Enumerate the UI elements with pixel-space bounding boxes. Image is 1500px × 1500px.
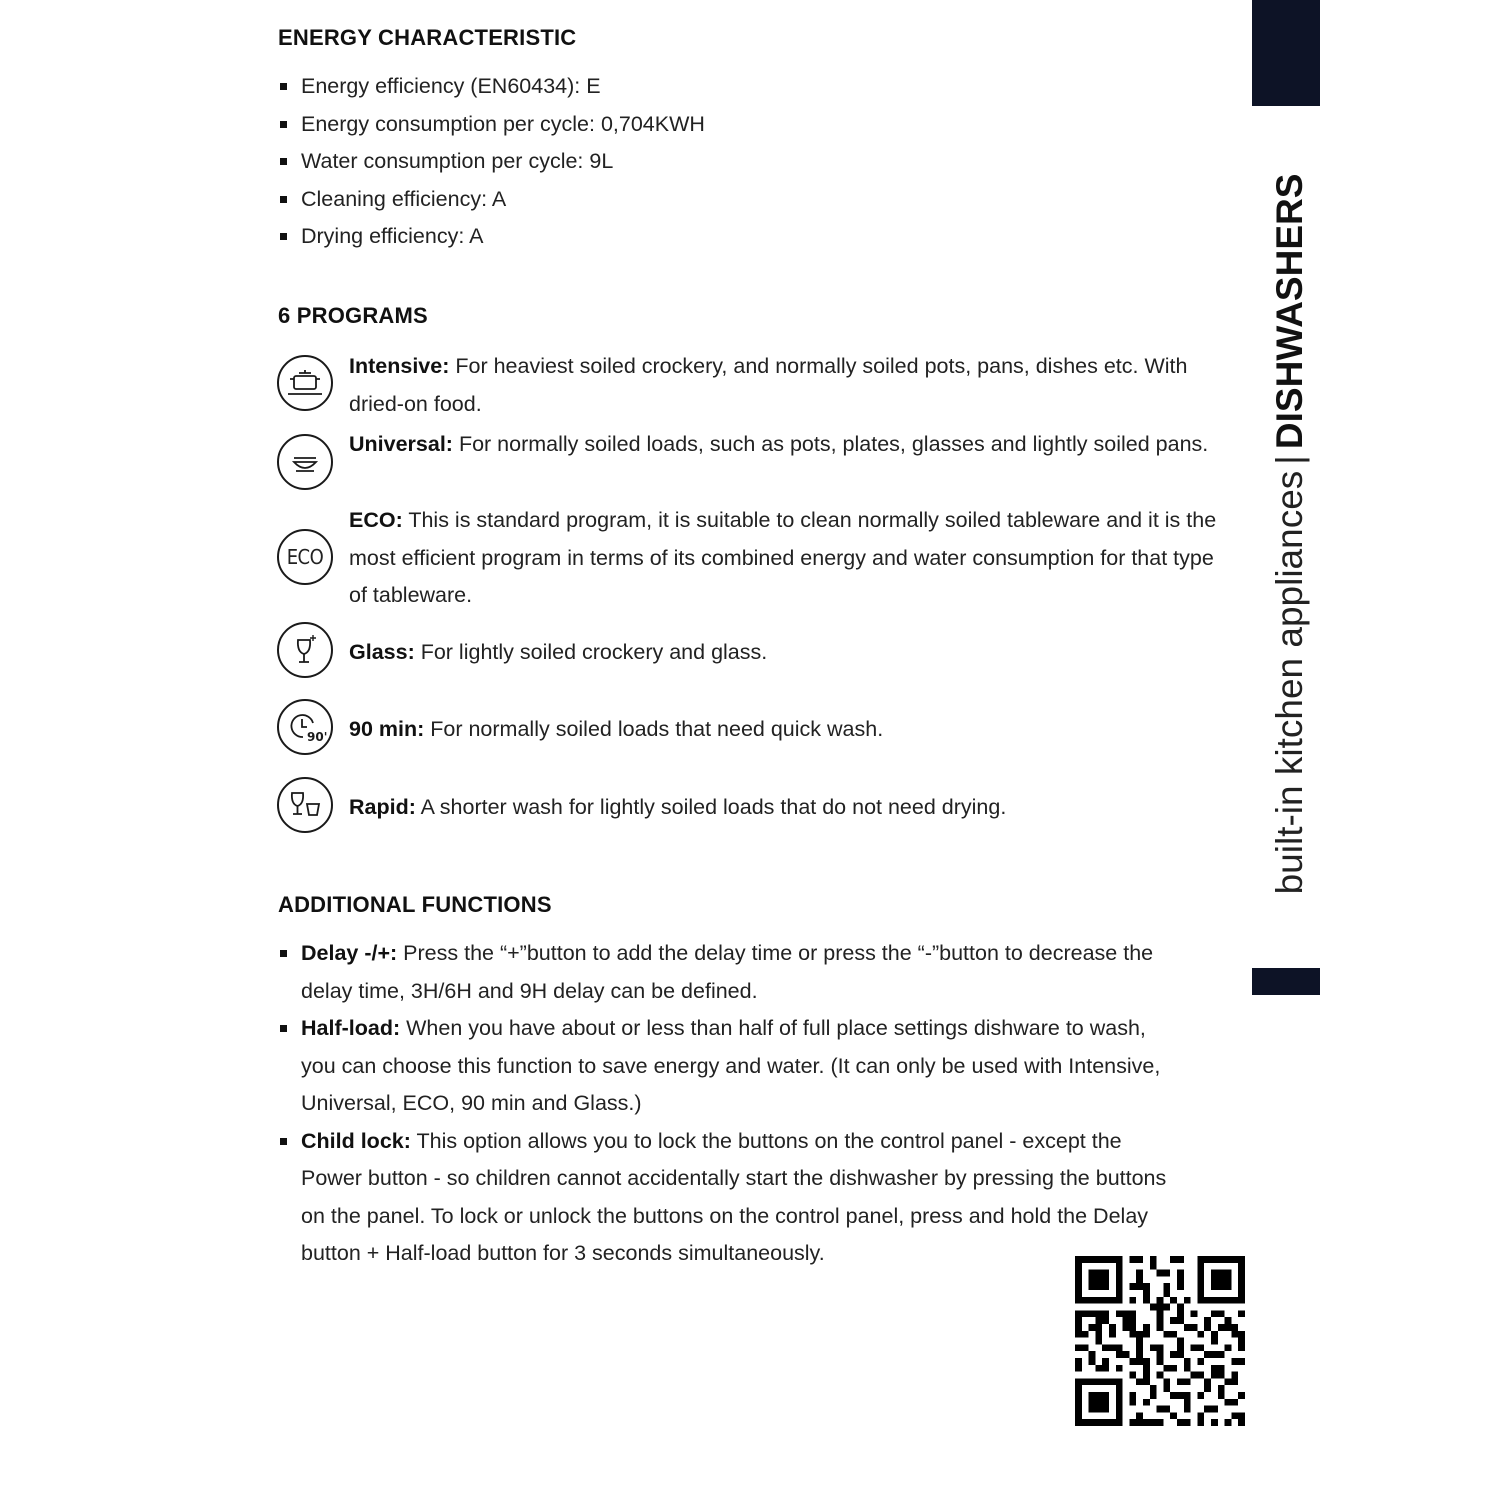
function-name: Delay -/+: [301,941,398,965]
function-description: Press the “+”button to add the delay time or press the “-”button to decrease the delay time, 3H/6H and 9H delay can be defined. [301,941,1154,1003]
sidebar-tab-bottom [1252,968,1320,995]
program-description: For heaviest soiled crockery, and normally soiled pots, pans, dishes etc. With dried-on food. [349,354,1188,416]
program-name: Glass: [349,640,415,664]
sidebar-category: built-in kitchen appliances [1269,470,1310,895]
qr-code [1075,1256,1245,1426]
program-description: This is standard program, it is suitable to clean normally soiled tableware and it is the most efficient program in terms of its combined energy and water consumption for that type of tableware. [349,508,1217,607]
program-rapid [349,789,1219,827]
programs-heading: 6 PROGRAMS [278,303,428,328]
program-eco [349,502,1219,615]
function-name: Half-load: [301,1016,401,1040]
functions-list [278,935,1178,1273]
function-description: This option allows you to lock the buttons on the control panel - except the Power button - so children cannot accidentally start the dishwasher by pressing the buttons on the panel. To lock or unlock the buttons on the control panel, press and hold the Delay button + Half-load button for 3 seconds simultaneously. [301,1128,1167,1265]
sidebar-tab-top [1252,0,1320,106]
rapid-glasses-icon [277,777,333,833]
clock-90-icon [277,699,333,755]
program-description: For normally soiled loads that need quick wash. [424,717,884,741]
program-name: Rapid: [349,795,416,819]
glass-icon [277,622,333,678]
energy-list [278,68,705,256]
universal-bowl-icon [277,434,333,490]
program-glass [349,634,1219,672]
functions-heading: ADDITIONAL FUNCTIONS [278,892,552,917]
program-name: ECO: [349,508,403,532]
energy-heading: ENERGY CHARACTERISTIC [278,25,577,50]
function-description: When you have about or less than half of full place settings dishware to wash, you can choose this function to save energy and water. (It can only be used with Intensive, Universal, ECO, 90 min and Glass.) [301,1016,1161,1115]
program-description: For lightly soiled crockery and glass. [414,640,768,664]
function-name: Child lock: [301,1128,411,1153]
list-item: Cleaning efficiency: A [278,181,705,219]
sidebar-section: DISHWASHERS [1269,173,1310,450]
eco-icon-label: ECO [286,545,324,569]
intensive-pot-icon [277,355,333,411]
list-item [278,935,1178,1010]
list-item [278,1010,1178,1123]
clock-90-label: 90' [307,730,328,744]
list-item: Energy efficiency (EN60434): E [278,68,705,106]
program-description: A shorter wash for lightly soiled loads that do not need drying. [415,795,1007,819]
list-item [278,1123,1178,1273]
program-name: Intensive: [349,354,450,378]
program-name: 90 min: [349,717,425,741]
program-name: Universal: [349,432,453,456]
list-item: Water consumption per cycle: 9L [278,143,705,181]
program-description: For normally soiled loads, such as pots, plates, glasses and lightly soiled pans. [452,432,1209,456]
list-item: Energy consumption per cycle: 0,704KWH [278,106,705,144]
program-intensive [349,348,1219,423]
sidebar-separator: | [1269,455,1310,465]
list-item: Drying efficiency: A [278,218,705,256]
program-universal [349,426,1219,464]
sidebar-section-label [1269,174,1311,895]
eco-icon [277,529,333,585]
program-90min [349,711,1219,749]
